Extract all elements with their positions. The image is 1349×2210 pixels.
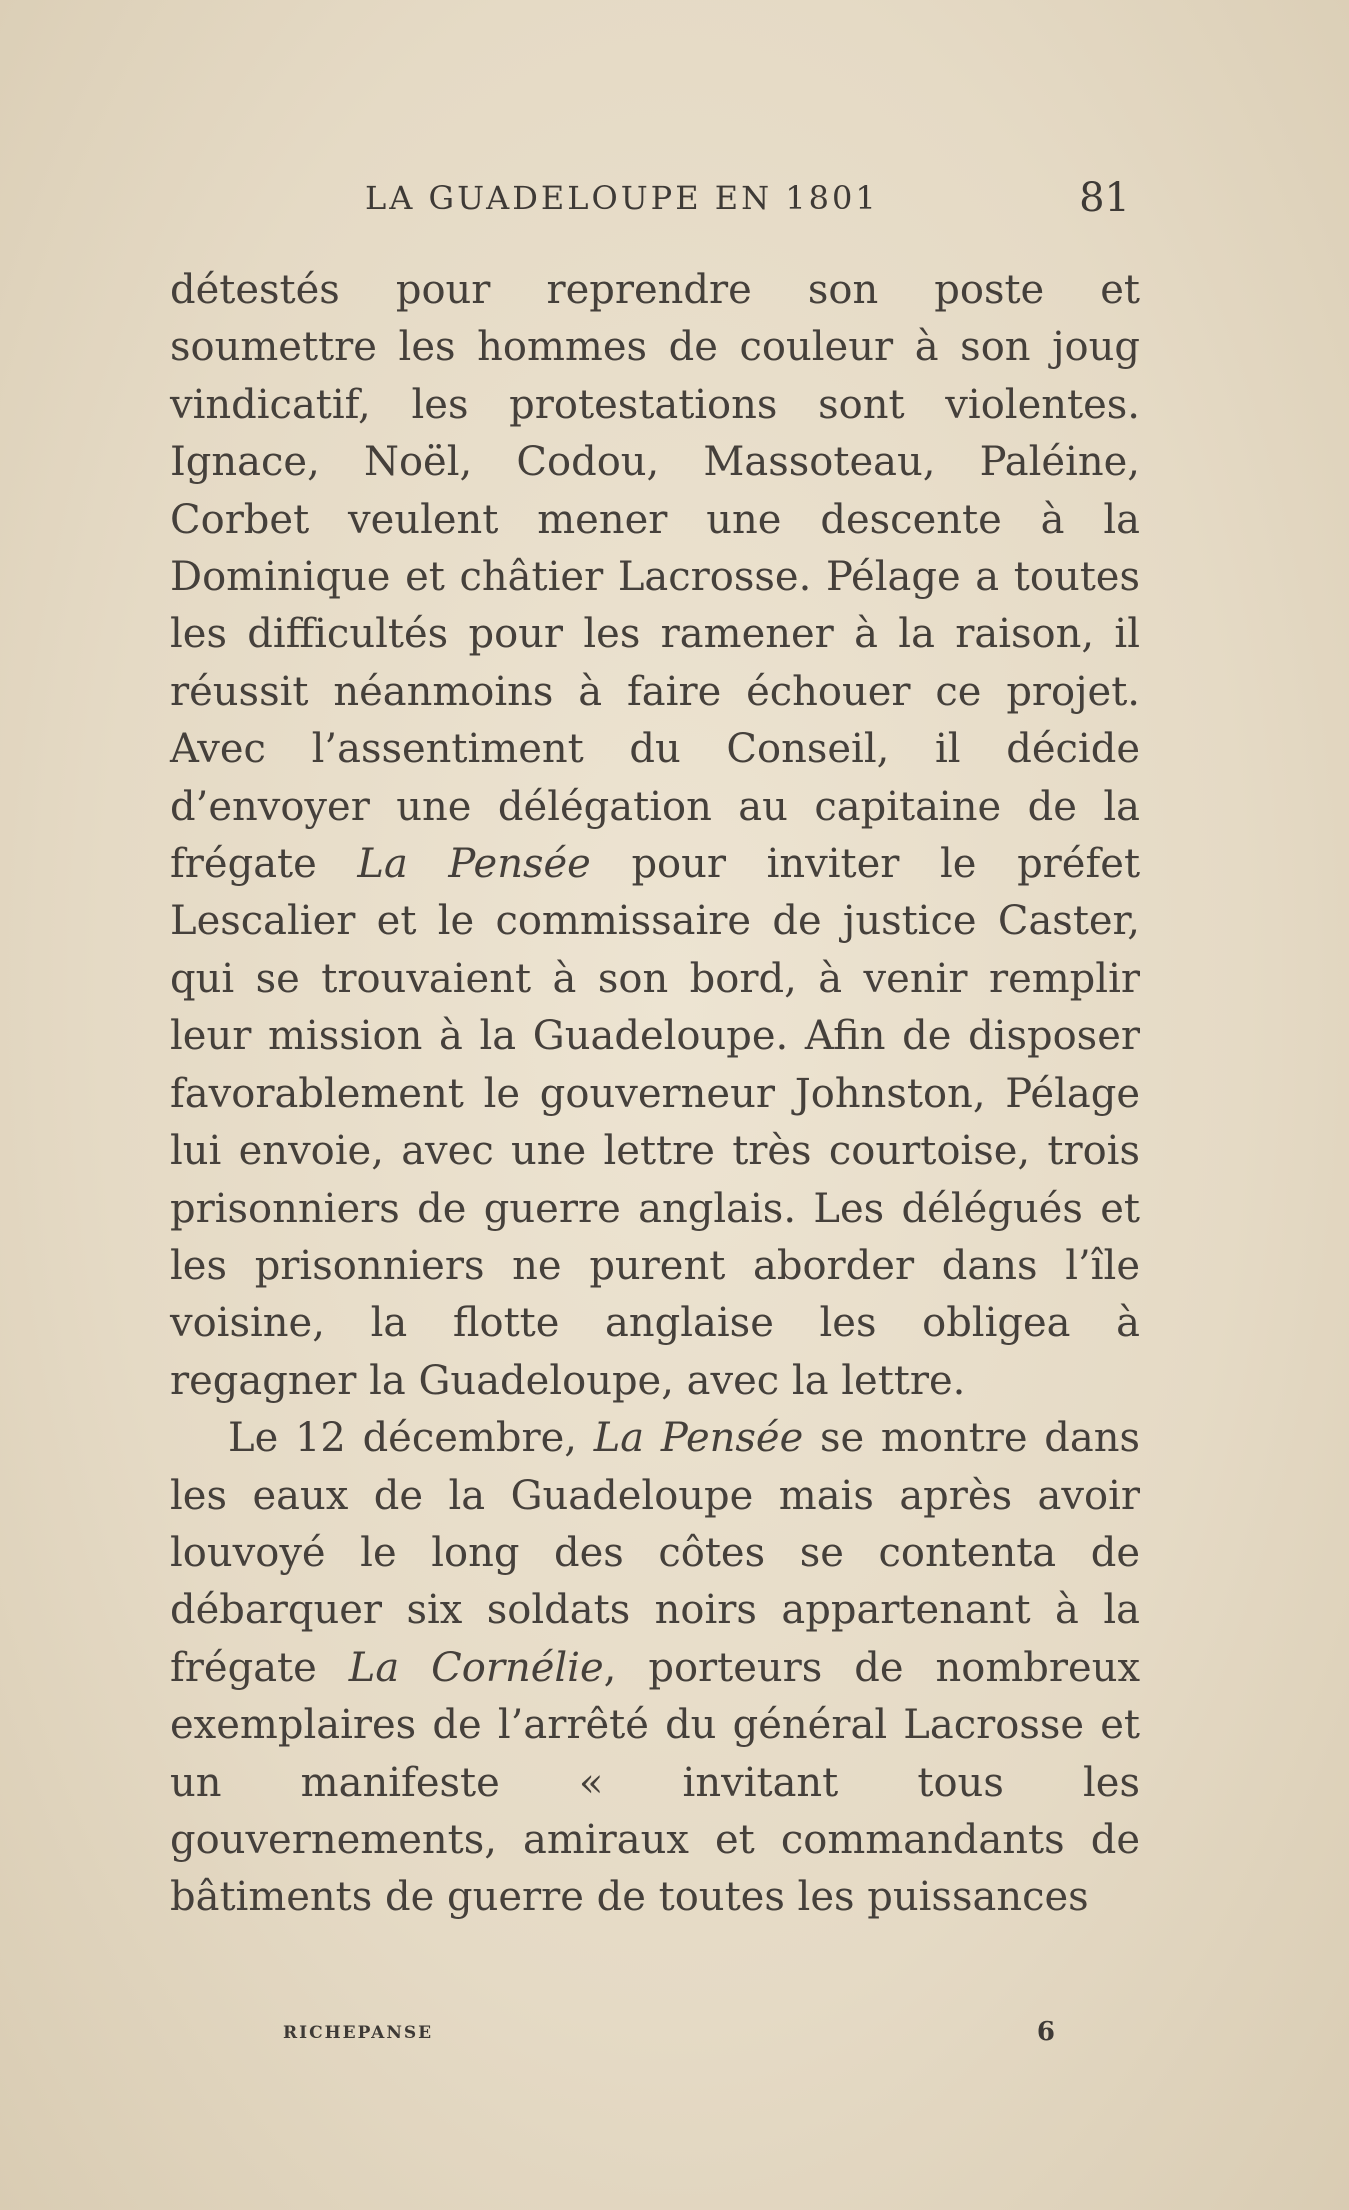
paragraph-1-text-b: pour inviter le préfet Lescalier et le commissaire de justice Caster, qui se trouvaient à son bord, à venir remplir leur mission à la Guadeloupe. Afin de disposer favorablement le gouverneur Johnston, Pélage lui envoie, avec une lettre très courtoise, trois prisonniers de guerre anglais. Les délégués et les prisonniers ne purent aborder dans l’île voisine, la flotte anglaise les obligea à regagner la Guadeloupe, avec la lettre. [170,841,1141,1404]
paragraph-2-text-b: se montre dans les eaux de la Guadeloupe mais après avoir louvoyé le long des côtes se contenta de débarquer six soldats noirs appartenant à la frégate [170,1415,1141,1691]
page-footer [283,2017,1063,2057]
paragraph-2 [170,1410,1140,1927]
paragraph-2-text-c: , porteurs de nombreux exemplaires de l’arrêté du général Lacrosse et un manifeste « invitant tous les gouvernements, amiraux et commandants de bâtiments de guerre de toutes les puissances [170,1644,1141,1921]
running-header [170,175,1130,235]
paragraph-2-text-a: Le 12 décembre, [228,1415,594,1462]
signature-mark: RICHEPANSE [283,2023,434,2043]
paragraph-1 [170,262,1140,1410]
ship-name-la-pensee: La Pensée [357,841,591,888]
ship-name-la-pensee-2: La Pensée [593,1415,804,1462]
sheet-number: 6 [1036,2017,1055,2047]
running-title: LA GUADELOUPE EN 1801 [365,179,879,217]
paragraph-1-text-a: détestés pour reprendre son poste et soumettre les hommes de couleur à son joug vindicatif, les protestations sont violentes. Ignace, Noël, Codou, Massoteau, Paléine, Corbet veulent mener une descente à la Dominique et châtier Lacrosse. Pélage a toutes les difficultés pour les ramener à la raison, il réussit néanmoins à faire échouer ce projet. Avec l’assentiment du Conseil, il décide d’envoyer une délégation au capitaine de la frégate [170,267,1140,888]
body-text [170,262,1140,1927]
page-number: 81 [1079,175,1130,221]
ship-name-la-cornelie: La Cornélie [348,1644,604,1691]
